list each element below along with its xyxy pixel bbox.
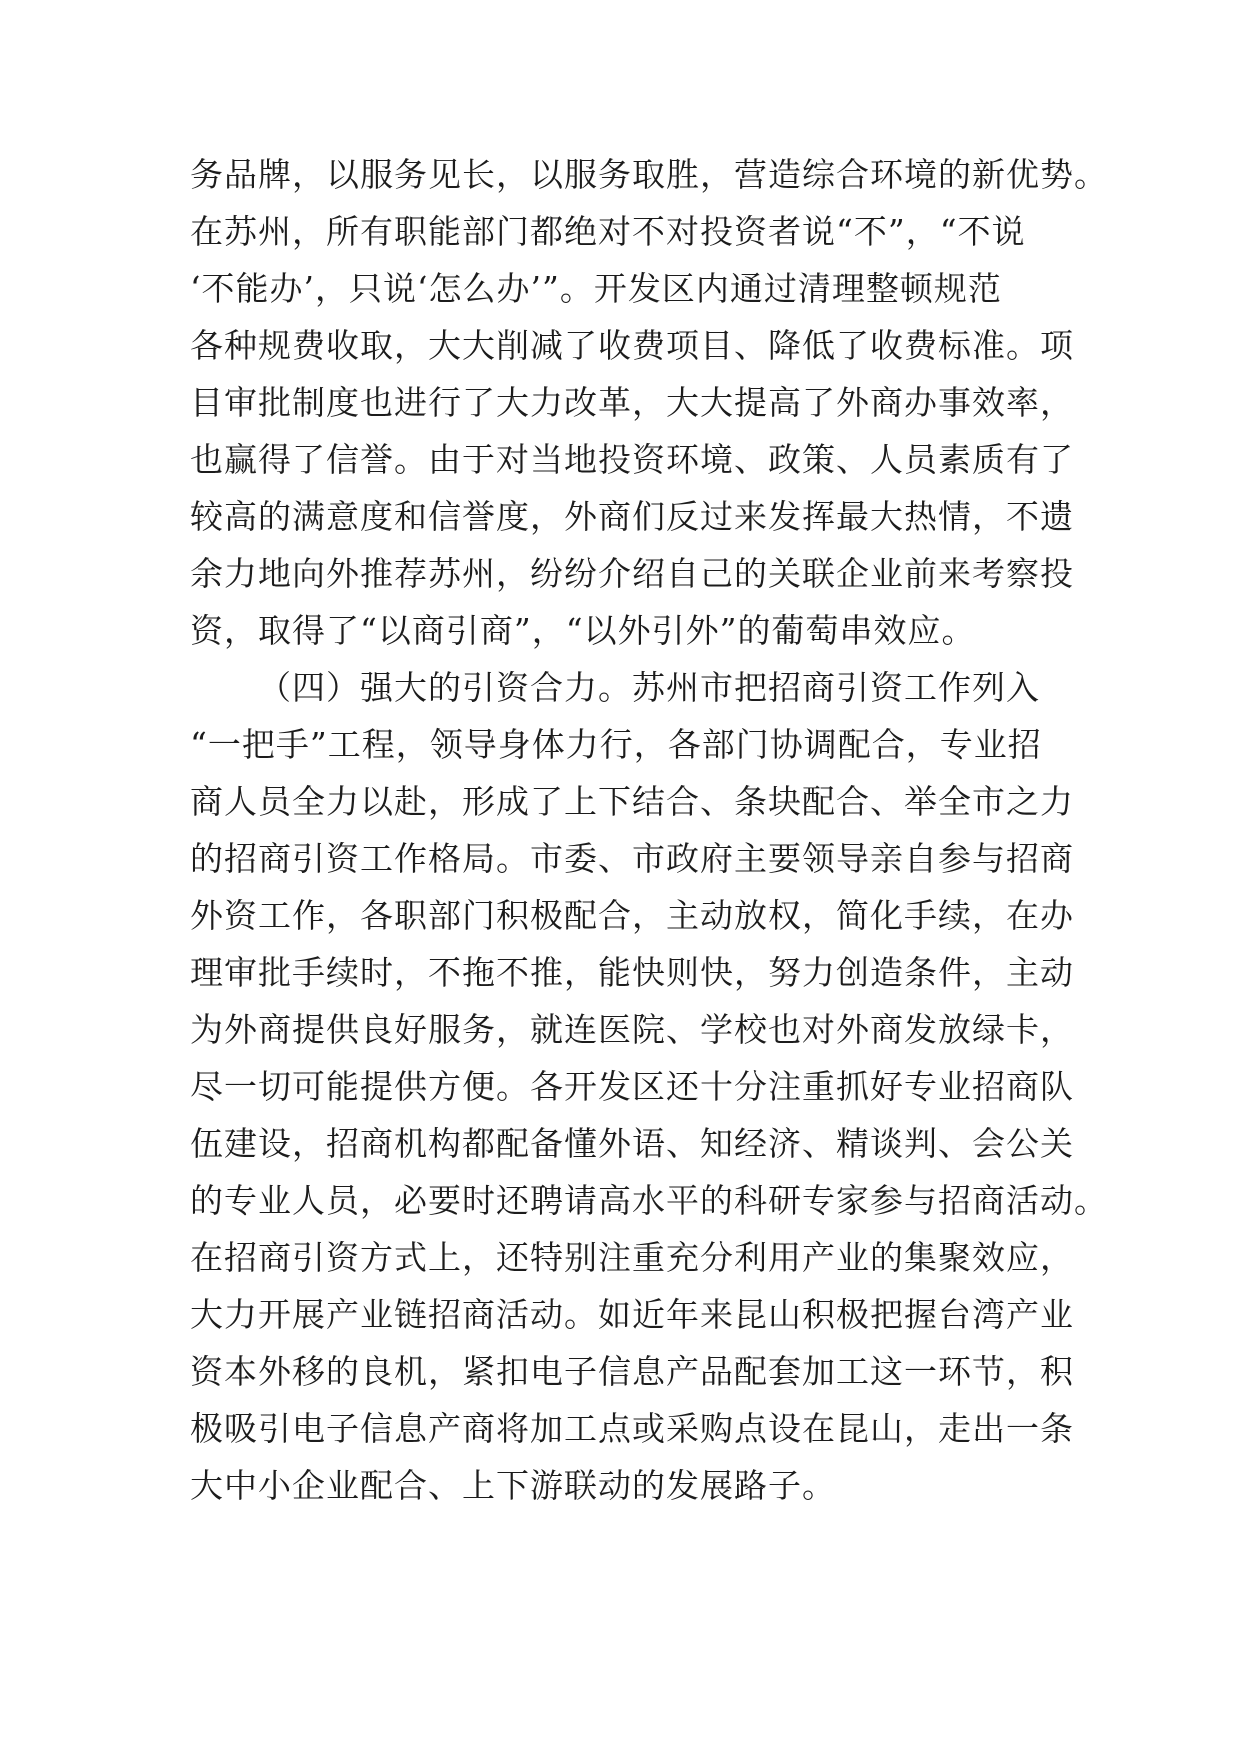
text-line: 在苏州，所有职能部门都绝对不对投资者说“不”，“不说: [190, 212, 1026, 251]
text-line: 各种规费收取，大大削减了收费项目、降低了收费标准。项: [190, 326, 1074, 365]
text-line: 也赢得了信誉。由于对当地投资环境、政策、人员素质有了: [190, 440, 1074, 479]
text-line: 大力开展产业链招商活动。如近年来昆山积极把握台湾产业: [190, 1295, 1074, 1334]
text-line: 外资工作，各职部门积极配合，主动放权，简化手续，在办: [190, 896, 1074, 935]
text-line: 的专业人员，必要时还聘请高水平的科研专家参与招商活动。: [190, 1181, 1108, 1220]
text-line: 的招商引资工作格局。市委、市政府主要领导亲自参与招商: [190, 839, 1074, 878]
text-line: 资，取得了“以商引商”，“以外引外”的葡萄串效应。: [190, 611, 976, 650]
text-line: 余力地向外推荐苏州，纷纷介绍自己的关联企业前来考察投: [190, 554, 1074, 593]
text-line: 务品牌，以服务见长，以服务取胜，营造综合环境的新优势。: [190, 155, 1108, 194]
section-heading-line: （四）强大的引资合力。苏州市把招商引资工作列入: [258, 668, 1040, 707]
text-line: 理审批手续时，不拖不推，能快则快，努力创造条件，主动: [190, 953, 1074, 992]
text-line: 尽一切可能提供方便。各开发区还十分注重抓好专业招商队: [190, 1067, 1074, 1106]
text-line: 资本外移的良机，紧扣电子信息产品配套加工这一环节，积: [190, 1352, 1074, 1391]
text-line: ‘不能办’，只说‘怎么办’”。开发区内通过清理整顿规范: [190, 269, 1002, 308]
text-line: 伍建设，招商机构都配备懂外语、知经济、精谈判、会公关: [190, 1124, 1074, 1163]
text-line: 大中小企业配合、上下游联动的发展路子。: [190, 1466, 836, 1505]
text-line: 极吸引电子信息产商将加工点或采购点设在昆山，走出一条: [190, 1409, 1074, 1448]
text-line: 为外商提供良好服务，就连医院、学校也对外商发放绿卡，: [190, 1010, 1074, 1049]
text-line: 目审批制度也进行了大力改革，大大提高了外商办事效率，: [190, 383, 1074, 422]
text-line: “一把手”工程，领导身体力行，各部门协调配合，专业招: [190, 725, 1042, 764]
text-line: 较高的满意度和信誉度，外商们反过来发挥最大热情，不遗: [190, 497, 1074, 536]
text-line: 在招商引资方式上，还特别注重充分利用产业的集聚效应，: [190, 1238, 1074, 1277]
text-line: 商人员全力以赴，形成了上下结合、条块配合、举全市之力: [190, 782, 1074, 821]
